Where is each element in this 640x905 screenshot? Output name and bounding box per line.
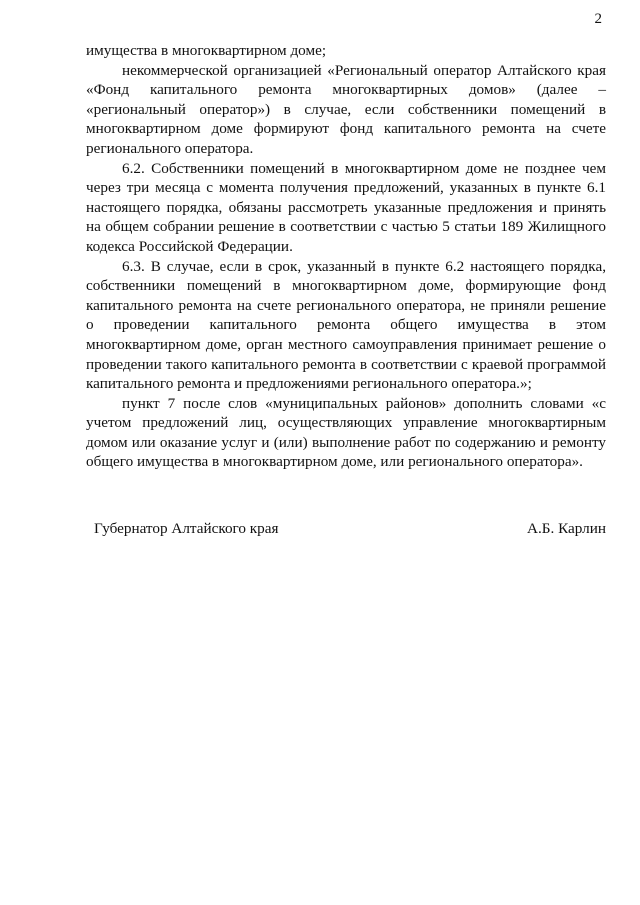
signatory-name: А.Б. Карлин [527, 520, 606, 537]
paragraph-6-3: 6.3. В случае, если в срок, указанный в пункте 6.2 настоящего порядка, собственники помещений в многоквартирном доме, формирующие фонд капитального ремонта на счете регионального оператора, не приняли решение о проведении капитального ремонта общего имущества в этом многоквартирном доме, орган местного самоуправления принимает решение о проведении такого капитального ремонта в соответствии с краевой программой капитального ремонта и предложениями регионального оператора.»; [86, 257, 606, 393]
signature-block [94, 519, 606, 538]
page-number: 2 [594, 11, 602, 27]
paragraph-continuation: имущества в многоквартирном доме; [86, 42, 327, 59]
paragraph-point-7: пункт 7 после слов «муниципальных районов» дополнить словами «с учетом предложений лиц, осуществляющих управление многоквартирным домом или оказание услуг и (или) выполнение работ по содержанию и ремонту общего имущества в многоквартирном доме, или регионального оператора». [86, 394, 606, 471]
signatory-position: Губернатор Алтайского края [94, 520, 279, 537]
document-body [86, 41, 606, 472]
paragraph-regional-operator: некоммерческой организацией «Региональный оператор Алтайского края «Фонд капитального ремонта многоквартирных домов» (далее – «региональный оператор») в случае, если собственники помещений в многоквартирном доме формируют фонд капитального ремонта на счете регионального оператора. [86, 61, 606, 157]
paragraph-6-2: 6.2. Собственники помещений в многоквартирном доме не позднее чем через три месяца с момента получения предложений, указанных в пункте 6.1 настоящего порядка, обязаны рассмотреть указанные предложения и принять на общем собрании решение в соответствии с частью 5 статьи 189 Жилищного кодекса Российской Федерации. [86, 159, 606, 255]
